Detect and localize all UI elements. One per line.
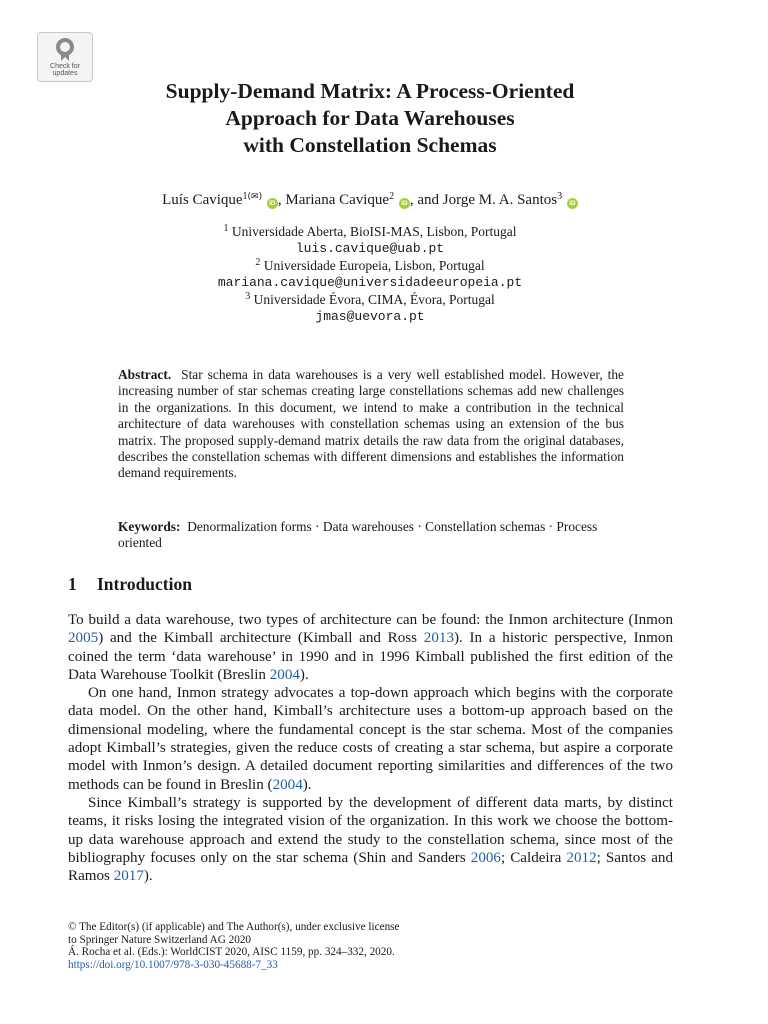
affiliations	[60, 224, 680, 325]
author-name: Jorge M. A. Santos	[442, 192, 558, 208]
title-line-3: with Constellation Schemas	[243, 133, 497, 157]
citation-link[interactable]: 2012	[566, 849, 597, 866]
author-affil-number: 2	[389, 191, 395, 202]
citation-link[interactable]: 2017	[113, 868, 144, 885]
copyright-footer	[68, 921, 488, 971]
paragraph-2	[68, 684, 673, 794]
author-list	[60, 190, 680, 210]
title-line-1: Supply-Demand Matrix: A Process-Oriented	[165, 79, 575, 103]
keywords	[118, 519, 624, 552]
affil-text: Universidade Europeia, Lisbon, Portugal	[263, 257, 485, 273]
affil-number: 3	[245, 290, 251, 302]
keywords-text: Denormalization forms · Data warehouses · Constellation schemas · Process oriented	[118, 519, 598, 551]
footer-line-2: to Springer Nature Switzerland AG 2020	[68, 933, 252, 946]
citation-link[interactable]: 2004	[272, 776, 303, 793]
affil-text: Universidade Aberta, BioISI-MAS, Lisbon, Portugal	[231, 224, 517, 239]
section-title: Introduction	[97, 574, 192, 594]
footer-line-3: Á. Rocha et al. (Eds.): WorldCIST 2020, AISC 1159, pp. 324–332, 2020.	[68, 946, 395, 959]
check-updates-icon	[54, 37, 76, 63]
badge-label-2: updates	[52, 70, 78, 77]
author-separator: ,	[277, 192, 286, 208]
citation-link[interactable]: 2006	[470, 849, 501, 866]
author-name: Luís Cavique	[162, 192, 243, 208]
author-separator: , and	[409, 192, 443, 208]
paper-title	[60, 78, 680, 159]
citation-link[interactable]: 2004	[269, 666, 300, 683]
abstract-text: Star schema in data warehouses is a very well established model. However, the increasing number of star schemas creating large constellations schemas add new challenges in the organizations. In this document, we intend to make a contribution in the technical architecture of data warehouses with constellation schemas using an extension of the bus matrix. The proposed supply-demand matrix details the raw data from the original databases, describes the constellation schemas with different dimensions and establishes the information demand requirements.	[118, 367, 624, 481]
affil-email[interactable]: luis.cavique@uab.pt	[295, 240, 445, 256]
text-run: Since Kimball’s strategy is supported by the development of different data marts, by distinct teams, it risks losing the integrated vision of the organization. In this work we choose the bottom-up data warehouse approach and extend the study to the constellation schema, since most of the bibliography focuses only on the star schema (Shin and Sanders	[68, 794, 673, 866]
abstract	[118, 367, 624, 482]
author-affil-number: 1	[242, 191, 248, 202]
author-affil-number: 3	[557, 191, 563, 202]
orcid-icon[interactable]: iD	[267, 198, 278, 209]
affiliation-1	[60, 224, 680, 241]
text-run: ).	[143, 868, 153, 885]
citation-link[interactable]: 2005	[68, 630, 99, 647]
text-run: ) and the Kimball architecture (Kimball and Ross	[98, 630, 424, 647]
orcid-icon[interactable]: iD	[399, 198, 410, 209]
text-run: ).	[302, 776, 312, 793]
orcid-icon[interactable]: iD	[567, 198, 578, 209]
section-number: 1	[68, 574, 77, 594]
abstract-label: Abstract.	[118, 367, 172, 382]
text-run: ).	[299, 666, 309, 683]
affil-number: 1	[223, 223, 229, 234]
affil-email[interactable]: mariana.cavique@universidadeeuropeia.pt	[217, 274, 523, 290]
footer-line-1: © The Editor(s) (if applicable) and The Author(s), under exclusive license	[68, 921, 400, 933]
citation-link[interactable]: 2013	[423, 630, 454, 647]
affiliation-3	[60, 292, 680, 309]
keywords-label: Keywords:	[118, 519, 181, 534]
affil-number: 2	[255, 256, 261, 268]
text-run: ). In a historic perspective, Inmon coined the term ‘data warehouse’ in 1990 and in 1996 Kimball published the first edition of the Data Warehouse Toolkit (Breslin	[68, 630, 673, 683]
mail-icon[interactable]: (✉)	[247, 192, 263, 202]
affil-text: Universidade Évora, CIMA, Évora, Portugal	[253, 291, 495, 307]
affil-email[interactable]: jmas@uevora.pt	[315, 308, 425, 324]
check-for-updates-badge[interactable]	[37, 32, 93, 82]
title-line-2: Approach for Data Warehouses	[225, 106, 515, 130]
paragraph-3	[68, 794, 673, 885]
text-run: ; Caldeira	[500, 849, 567, 866]
text-run: On one hand, Inmon strategy advocates a top-down approach which begins with the corporate data model. On the other hand, Kimball’s architecture uses a bottom-up approach based on the dimensional modeling, where the fundamental concept is the star schema. Most of the companies adopt Kimball’s strategies, given the reduce costs of creating a star schema, but aspire a corporate model with Inmon’s design. A detailed document reporting similarities and differences of the two methods can be found in Breslin (	[68, 685, 673, 793]
affiliation-2	[60, 258, 680, 275]
doi-link[interactable]: https://doi.org/10.1007/978-3-030-45688-7_33	[68, 958, 278, 971]
section-heading	[68, 573, 192, 595]
text-run: To build a data warehouse, two types of architecture can be found: the Inmon architecture (Inmon	[68, 612, 673, 628]
badge-label-1: Check for	[50, 63, 80, 70]
body-text	[68, 611, 673, 885]
author-name: Mariana Cavique	[285, 192, 390, 208]
paragraph-1	[68, 611, 673, 684]
text-run: ; Santos and Ramos	[68, 849, 673, 885]
